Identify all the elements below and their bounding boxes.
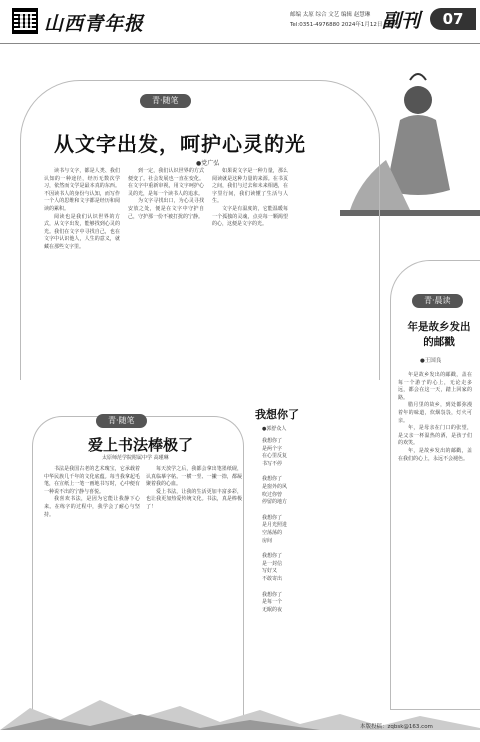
article1-column3 — [212, 168, 288, 229]
paragraph: 到一定，我们认识世界的方式便变了。社会发展也一直在变化。在文字中重新审视，用文字呵护心灵的光，是每一个读书人的追求。 — [128, 168, 204, 197]
poem-stanza: 我想你了 是窗外的风 吹过你曾 停留的地方 — [262, 476, 288, 506]
footer-contact: 本版投稿：zqbsk@163.com — [360, 724, 433, 730]
qr-code-icon — [12, 8, 38, 34]
article1-title: 从文字出发，呵护心灵的光 — [54, 132, 306, 156]
sidebar-author: ●王国良 — [420, 358, 442, 364]
paragraph: 读书与文字，都是人类、我们认知的一种途径，经历无数次学习，依然而文学是最本真的东西。不因读书人的身份与认知，而写作一个人的思维和文字都是经历和阅读的累积。 — [44, 168, 120, 212]
article1-column1 — [44, 168, 120, 252]
page-header — [0, 0, 480, 44]
header-meta-line2: Tel:0351-4976880 2024年1月12日 星期五 — [290, 22, 401, 28]
sidebar-body — [398, 372, 472, 463]
poem-body — [262, 438, 318, 622]
article2-tag: 青·随笔 — [96, 414, 147, 428]
article2-title: 爱上书法棒极了 — [88, 436, 194, 454]
poem-stanza: 我想你了 是每一个 无眠的夜 — [262, 591, 283, 613]
sidebar-tag: 青·晨读 — [412, 294, 463, 308]
paragraph: 腊月里的故乡，到处都弥漫着年的味道，炊烟袅袅，灯火可亲。 — [398, 402, 472, 424]
article2-column2 — [146, 466, 242, 512]
article1-tag: 青·随笔 — [140, 94, 191, 108]
paragraph: 阅读也是我们认识世界的方式，从文字出发，能够找到心灵的光。我们在文字中寻找自己，也在文字中认识他人，人生的意义，就藏在那些文字里。 — [44, 213, 120, 250]
paragraph: 如果说文字是一种力量，那么阅读就是这种力量的来源。在书页之间，我们与过去和未来相遇，在字里行间，我们读懂了生活与人生。 — [212, 168, 288, 205]
header-meta-line1: 邮编 太原 综合 文艺 编辑 赵慧琳 — [290, 12, 371, 18]
poem-title: 我想你了 — [255, 408, 299, 421]
paragraph: 年是故乡发出的邮戳，盖在每一个游子的心上，无论走多远，都会在这一天，踏上回家的路。 — [398, 372, 472, 401]
paragraph: 年，是故乡发出的邮戳，盖在我们的心上，永远不会褪色。 — [398, 447, 472, 462]
article2-author: 太原师范学院附属中学 高瑾琳 — [102, 455, 169, 461]
sidebar-title: 年是故乡发出的邮戳 — [407, 321, 471, 348]
page-number: 07 — [430, 8, 476, 30]
article1-author: ●党广弘 — [196, 160, 220, 167]
paragraph: 书法是我国古老的艺术瑰宝，它承载着中华民族几千年的文化底蕴。每当我拿起毛笔，在宣纸上一笔一画地书写时，心中便有一种说不出的宁静与喜悦。 — [44, 466, 140, 495]
paragraph: 为文字寻找出口，为心灵寻找安放之处，便是在文字中守护自己，守护那一份不被打扰的宁静。 — [128, 198, 204, 220]
paragraph: 我喜欢书法，是因为它能让我静下心来。在练字的过程中，我学会了耐心与坚持。 — [44, 496, 140, 518]
poem-stanza: 我想你了 是两个字 在心里反复 书写不停 — [262, 438, 288, 467]
article1-column2 — [128, 168, 204, 221]
poem-stanza: 我想你了 是月光照进 空荡荡的 房间 — [262, 514, 288, 544]
masthead: 山西青年报 — [44, 13, 145, 35]
article2-column1 — [44, 466, 140, 519]
paragraph: 文字是有温度的，它能温暖每一个孤独的灵魂，点亮每一颗渴望的心，这便是文字的光。 — [212, 205, 288, 228]
paragraph: 年，是母亲在门口的张望，是父亲一杯温热的酒，是孩子们的欢笑。 — [398, 425, 472, 447]
poem-stanza: 我想你了 是一封信 写好又 不敢寄出 — [262, 553, 283, 582]
paragraph: 爱上书法，让我的生活更加丰富多彩，也让我更加热爱传统文化。书法，真是棒极了！ — [146, 488, 242, 510]
poem-author: ●郭舒众人 — [262, 426, 287, 432]
article2-frame — [32, 416, 244, 716]
paragraph: 每天放学之后，我都会拿出笔墨纸砚，认真临摹字帖。一横一竖、一撇一捺，都凝聚着我的心血。 — [146, 466, 242, 488]
section-name: 副刊 — [382, 10, 421, 32]
